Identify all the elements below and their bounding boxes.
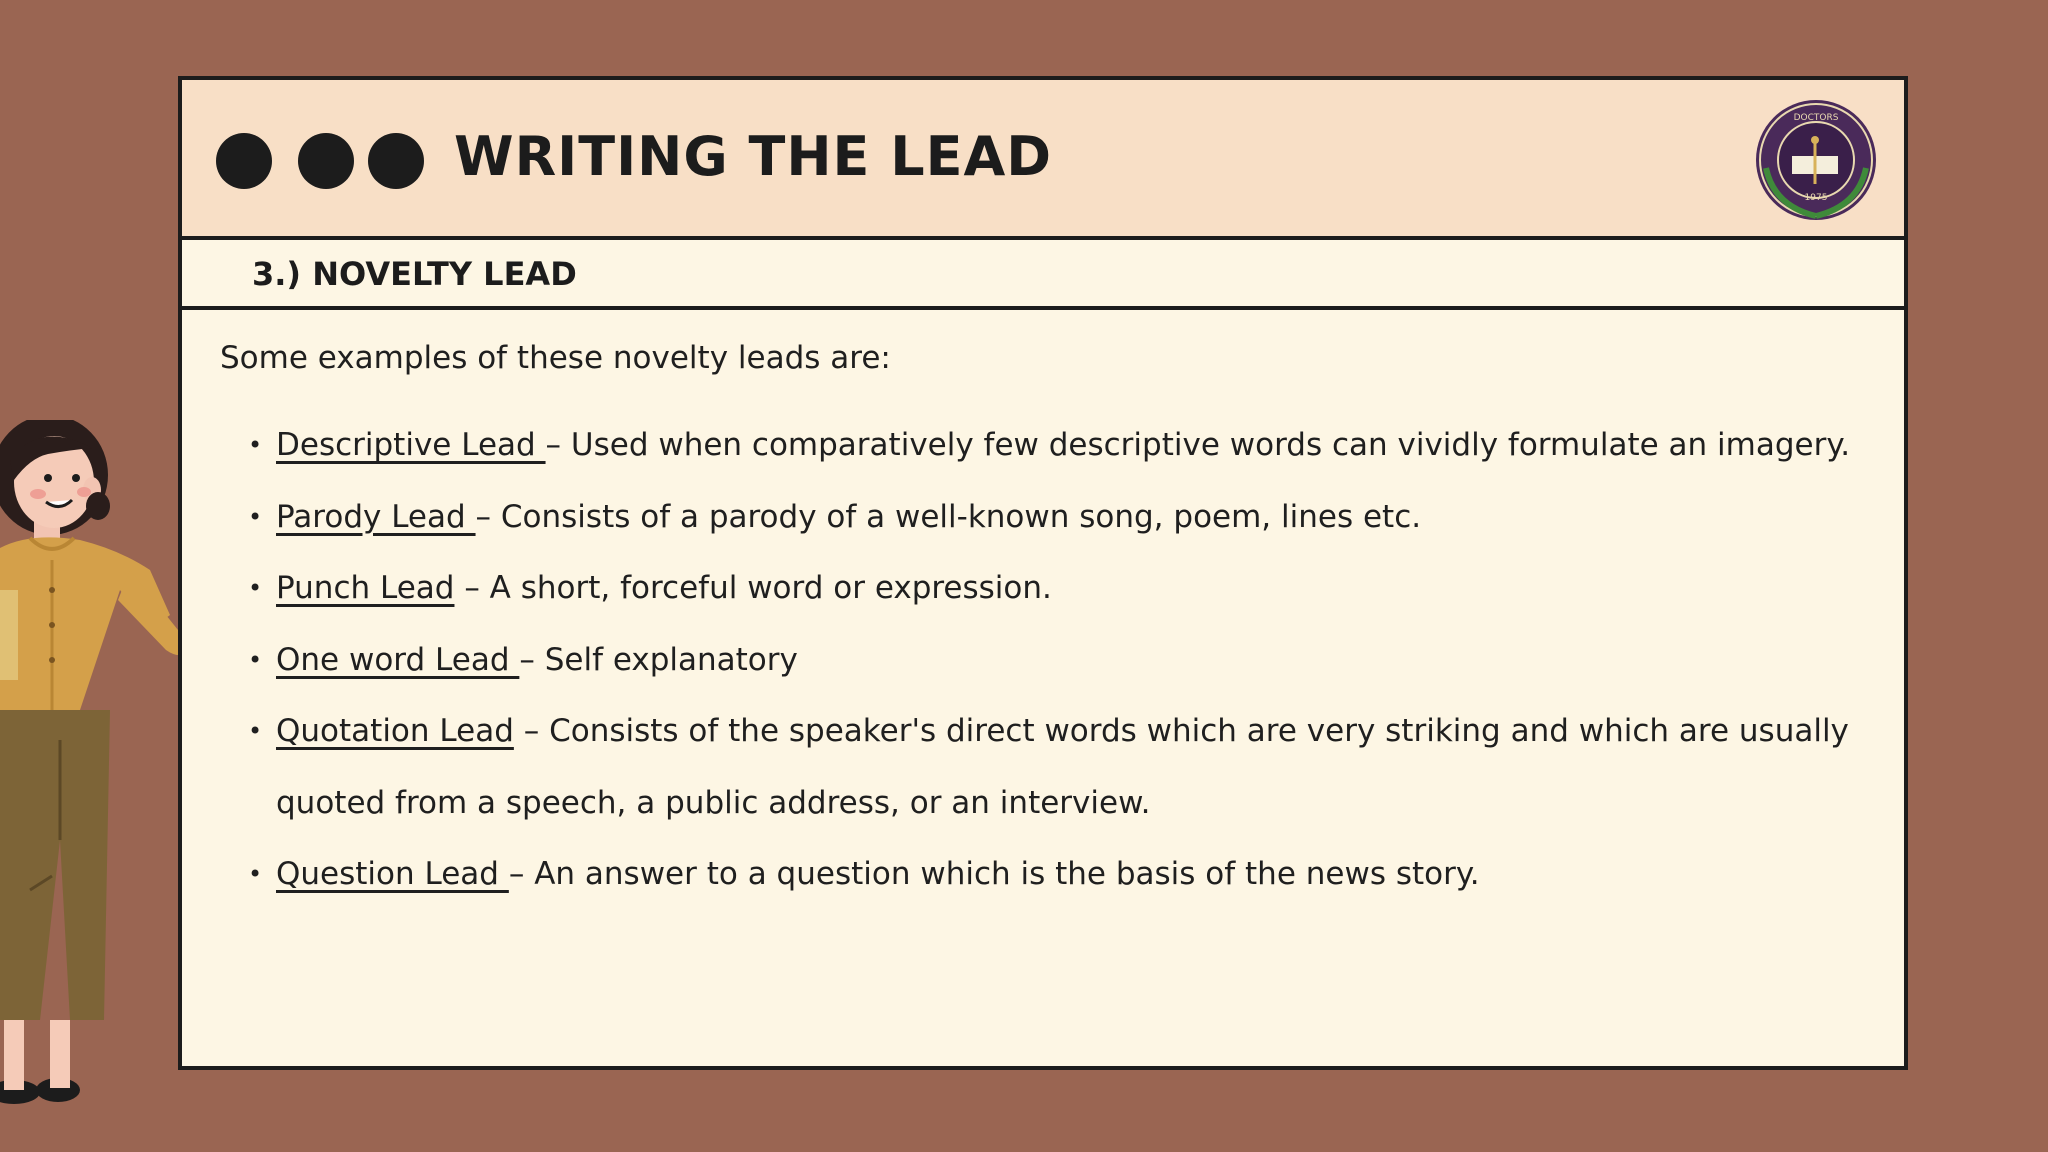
bullet-icon: • bbox=[248, 717, 263, 745]
bullet-icon: • bbox=[248, 574, 263, 602]
svg-text:1975: 1975 bbox=[1804, 193, 1828, 203]
lead-term: Descriptive Lead bbox=[276, 427, 546, 463]
lead-term: Parody Lead bbox=[276, 498, 476, 535]
decorative-dot bbox=[298, 133, 354, 189]
section-subheader bbox=[182, 240, 1904, 310]
lead-description: – An answer to a question which is the basis of the news story. bbox=[508, 856, 1480, 892]
lead-description: – Self explanatory bbox=[519, 641, 798, 678]
page-title: WRITING THE LEAD bbox=[454, 125, 1053, 188]
bullet-icon: • bbox=[248, 645, 263, 674]
section-title: 3.) NOVELTY LEAD bbox=[252, 255, 577, 293]
lead-description: – Used when comparatively few descriptive words can vividly formulate an imagery. bbox=[545, 427, 1851, 463]
lead-description: – Consists of a parody of a well-known song, poem, lines etc. bbox=[475, 498, 1422, 535]
decorative-dot bbox=[368, 133, 424, 189]
list-item bbox=[220, 696, 1864, 839]
lead-term: Question Lead bbox=[276, 856, 509, 892]
college-seal-logo bbox=[1754, 98, 1878, 222]
intro-text: Some examples of these novelty leads are: bbox=[220, 340, 891, 376]
bullet-icon: • bbox=[248, 431, 263, 459]
list-item bbox=[220, 553, 1864, 625]
lead-description: – Consists of the speaker's direct words which are very striking and which are usually quoted from a speech, a public address, or an interview. bbox=[276, 713, 1849, 821]
bullet-icon: • bbox=[248, 860, 263, 888]
svg-text:DOCTORS: DOCTORS bbox=[1793, 113, 1839, 123]
lead-term: Punch Lead bbox=[276, 570, 455, 606]
lead-term: Quotation Lead bbox=[276, 713, 514, 749]
slide-header bbox=[182, 80, 1904, 240]
slide-card bbox=[178, 76, 1908, 1070]
list-item bbox=[220, 839, 1864, 911]
list-item bbox=[220, 410, 1864, 482]
bullet-icon: • bbox=[248, 502, 263, 531]
lead-term: One word Lead bbox=[276, 641, 520, 678]
list-item bbox=[220, 482, 1864, 554]
lead-description: – A short, forceful word or expression. bbox=[454, 570, 1052, 606]
leads-list bbox=[220, 410, 1864, 911]
list-item bbox=[220, 625, 1864, 697]
decorative-dot bbox=[216, 133, 272, 189]
slide-content bbox=[220, 338, 1864, 911]
